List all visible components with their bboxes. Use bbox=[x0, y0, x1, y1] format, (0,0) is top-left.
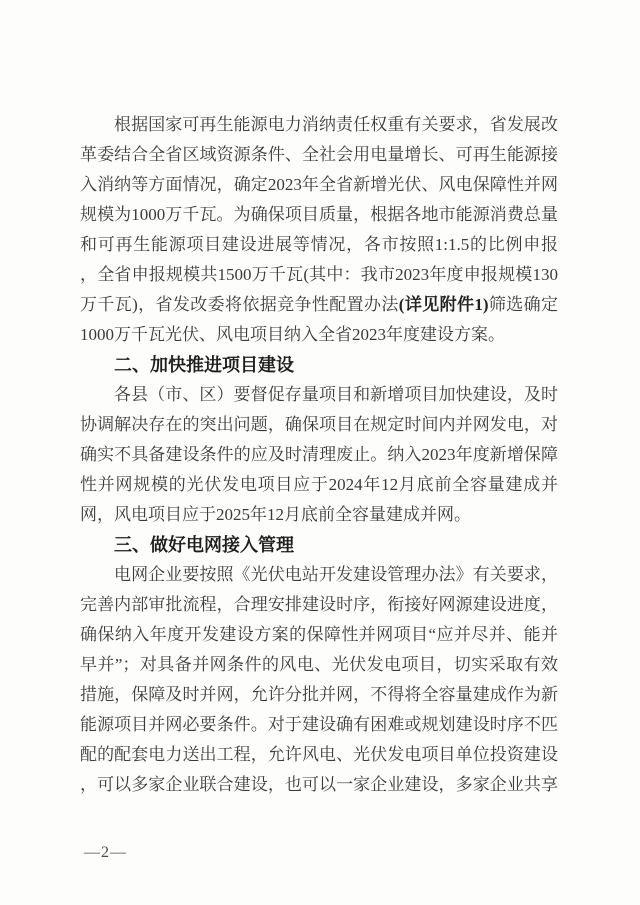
text-line bbox=[80, 320, 558, 350]
text-line bbox=[80, 740, 558, 770]
page-number: —2— bbox=[84, 844, 127, 861]
text-line bbox=[80, 200, 558, 230]
text-line bbox=[80, 140, 558, 170]
section-heading: 三、做好电网接入管理 bbox=[114, 535, 294, 555]
text-segment: 措施，保障及时并网，允许分批并网，不得将全容量建成作为新 bbox=[80, 685, 558, 704]
text-segment: 入消纳等方面情况，确定2023年全省新增光伏、风电保障性并网 bbox=[80, 175, 558, 194]
text-line bbox=[80, 560, 558, 590]
text-line bbox=[80, 710, 558, 740]
text-column bbox=[80, 110, 558, 800]
text-line bbox=[80, 440, 558, 470]
section-heading: 二、加快推进项目建设 bbox=[114, 355, 294, 375]
text-segment: 规模为1000万千瓦。为确保项目质量，根据各地市能源消费总量 bbox=[80, 205, 558, 224]
text-line bbox=[80, 680, 558, 710]
text-segment: 根据国家可再生能源电力消纳责任权重有关要求，省发展改 bbox=[114, 115, 558, 134]
text-line bbox=[80, 410, 558, 440]
text-segment: 电网企业要按照《光伏电站开发建设管理办法》有关要求， bbox=[114, 565, 558, 584]
bold-attachment-reference: (详见附件1) bbox=[398, 295, 489, 314]
text-line bbox=[80, 260, 558, 290]
text-segment: 完善内部审批流程，合理安排建设时序，衔接好网源建设进度， bbox=[80, 595, 558, 614]
text-line bbox=[80, 620, 558, 650]
text-segment: ，全省申报规模共1500万千瓦(其中：我市2023年度申报规模130 bbox=[80, 265, 558, 284]
text-line bbox=[80, 110, 558, 140]
text-segment: 配的配套电力送出工程，允许风电、光伏发电项目单位投资建设 bbox=[80, 745, 558, 764]
text-line bbox=[80, 590, 558, 620]
text-segment: 能源项目并网必要条件。对于建设确有困难或规划建设时序不匹 bbox=[80, 715, 558, 734]
text-segment: 确保纳入年度开发建设方案的保障性并网项目“应并尽并、能并 bbox=[80, 625, 558, 644]
text-segment: ，可以多家企业联合建设，也可以一家企业建设，多家企业共享 bbox=[80, 775, 558, 794]
text-segment: 性并网规模的光伏发电项目应于2024年12月底前全容量建成并 bbox=[80, 475, 558, 494]
text-segment: 确实不具备建设条件的应及时清理废止。纳入2023年度新增保障 bbox=[80, 445, 558, 464]
text-segment: 网，风电项目应于2025年12月底前全容量建成并网。 bbox=[80, 505, 471, 524]
text-segment: 协调解决存在的突出问题，确保项目在规定时间内并网发电，对 bbox=[80, 415, 558, 434]
text-segment: 万千瓦)，省发改委将依据竞争性配置办法 bbox=[80, 295, 399, 314]
text-line bbox=[80, 290, 558, 320]
text-segment: 1000万千瓦光伏、风电项目纳入全省2023年度建设方案。 bbox=[80, 325, 505, 344]
text-segment: 筛选确定 bbox=[488, 295, 558, 314]
text-segment: 革委结合全省区域资源条件、全社会用电量增长、可再生能源接 bbox=[80, 145, 558, 164]
text-line bbox=[80, 170, 558, 200]
text-line bbox=[80, 500, 558, 530]
text-line bbox=[80, 770, 558, 800]
text-line bbox=[80, 650, 558, 680]
text-line bbox=[80, 470, 558, 500]
text-segment: 各县（市、区）要督促存量项目和新增项目加快建设，及时 bbox=[114, 385, 558, 404]
text-segment: 早并”；对具备并网条件的风电、光伏发电项目，切实采取有效 bbox=[80, 655, 558, 674]
text-line bbox=[80, 380, 558, 410]
text-line bbox=[80, 230, 558, 260]
text-segment: 和可再生能源项目建设进展等情况，各市按照1:1.5的比例申报 bbox=[80, 235, 558, 254]
